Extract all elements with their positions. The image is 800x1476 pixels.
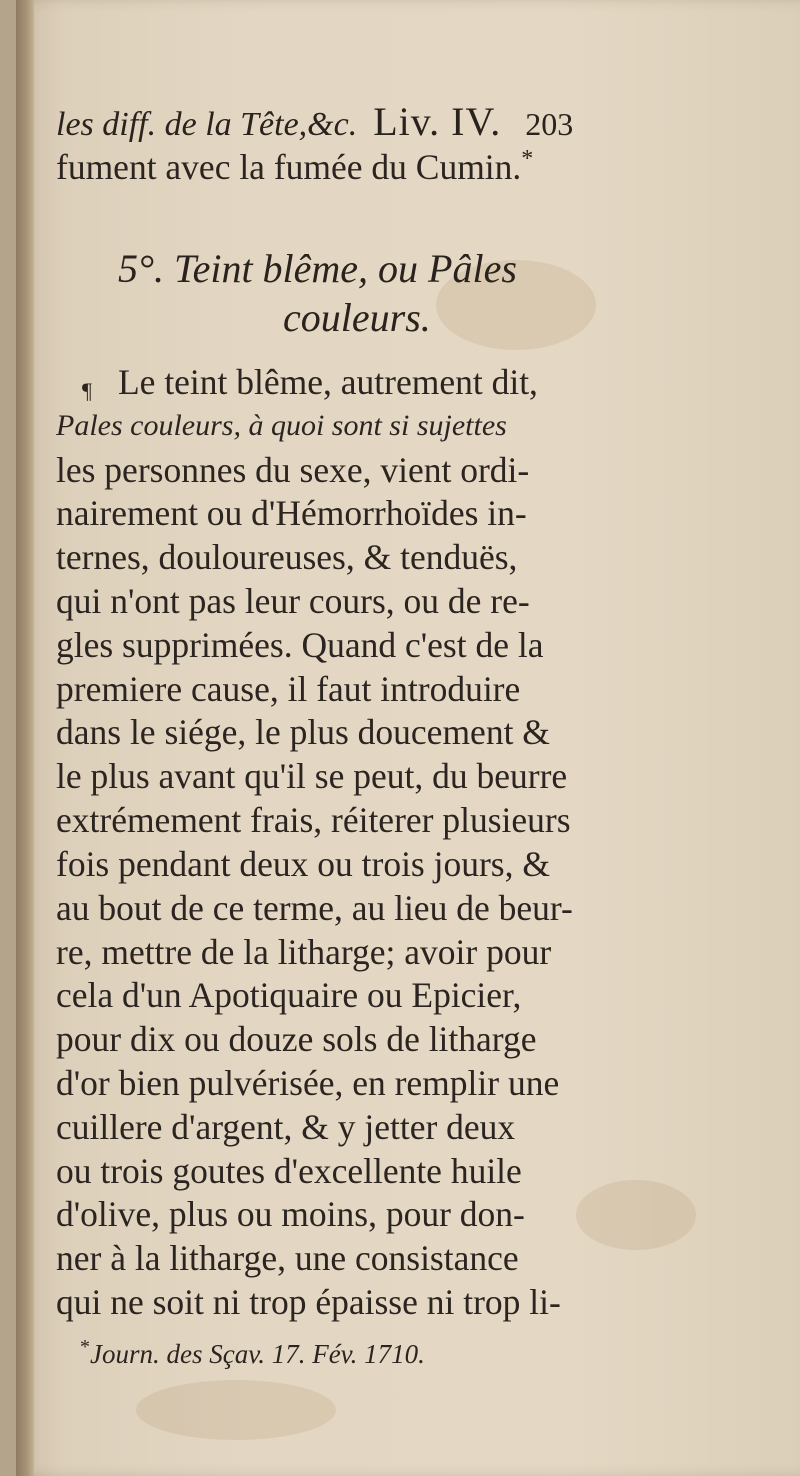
paragraph-mark-glyph: ¶	[82, 378, 92, 403]
paragraph-line	[56, 406, 507, 446]
paragraph-line: d'or bien pulvérisée, en remplir une	[56, 1063, 560, 1103]
paragraph-line: nairement ou d'Hémorrhoïdes in-	[56, 493, 527, 533]
page-number: 203	[525, 106, 574, 142]
paragraph-line: ou trois goutes d'excellente huile	[56, 1151, 522, 1191]
paragraph-line: cela d'un Apotiquaire ou Epicier,	[56, 975, 522, 1015]
paragraph-line: Le teint blême, autrement dit,	[118, 362, 538, 402]
paragraph-line: le plus avant qu'il se peut, du beurre	[56, 756, 568, 796]
footnote	[80, 1336, 425, 1370]
book-spine-shadow	[16, 0, 34, 1476]
paragraph-line: au bout de ce terme, au lieu de beur-	[56, 888, 573, 928]
paragraph-line: ternes, douloureuses, & tenduës,	[56, 537, 518, 577]
paragraph-line: pour dix ou douze sols de litharge	[56, 1019, 537, 1059]
paragraph-line: qui n'ont pas leur cours, ou de re-	[56, 581, 530, 621]
body-line-text: fument avec la fumée du Cumin.	[56, 146, 522, 187]
paragraph-line: dans le siége, le plus doucement &	[56, 712, 550, 752]
paragraph-line: d'olive, plus ou moins, pour don-	[56, 1194, 525, 1234]
paragraph-line: cuillere d'argent, & y jetter deux	[56, 1107, 516, 1147]
paragraph-line: gles supprimées. Quand c'est de la	[56, 625, 544, 665]
paragraph-line: qui ne soit ni trop épaisse ni trop li-	[56, 1282, 561, 1322]
body-line-top	[56, 139, 533, 187]
paragraph-mark	[82, 371, 92, 411]
paper-stain	[136, 1380, 336, 1440]
paragraph-line: re, mettre de la litharge; avoir pour	[56, 932, 552, 972]
running-head-title: les diff. de la Tête,&c.	[56, 106, 358, 143]
section-title-line-1: 5°. Teint blême, ou Pâles	[118, 246, 517, 291]
paragraph-line: fois pendant deux ou trois jours, &	[56, 844, 550, 884]
paragraph-line: ner à la litharge, une consistance	[56, 1238, 519, 1278]
section-title-line-2: couleurs.	[283, 295, 431, 340]
paragraph-line: les personnes du sexe, vient ordi-	[56, 450, 530, 490]
footnote-mark: *	[80, 1336, 90, 1358]
running-head-book: Liv. IV.	[373, 99, 502, 144]
paragraph-line: premiere cause, il faut introduire	[56, 669, 521, 709]
paper-stain	[576, 1180, 696, 1250]
paragraph-line-text: Pales couleurs, à quoi sont si sujettes	[56, 409, 507, 442]
paragraph-line: extrémement frais, réiterer plusieurs	[56, 800, 571, 840]
footnote-text: Journ. des Sçav. 17. Fév. 1710.	[90, 1339, 425, 1369]
note-reference-mark: *	[521, 146, 534, 172]
